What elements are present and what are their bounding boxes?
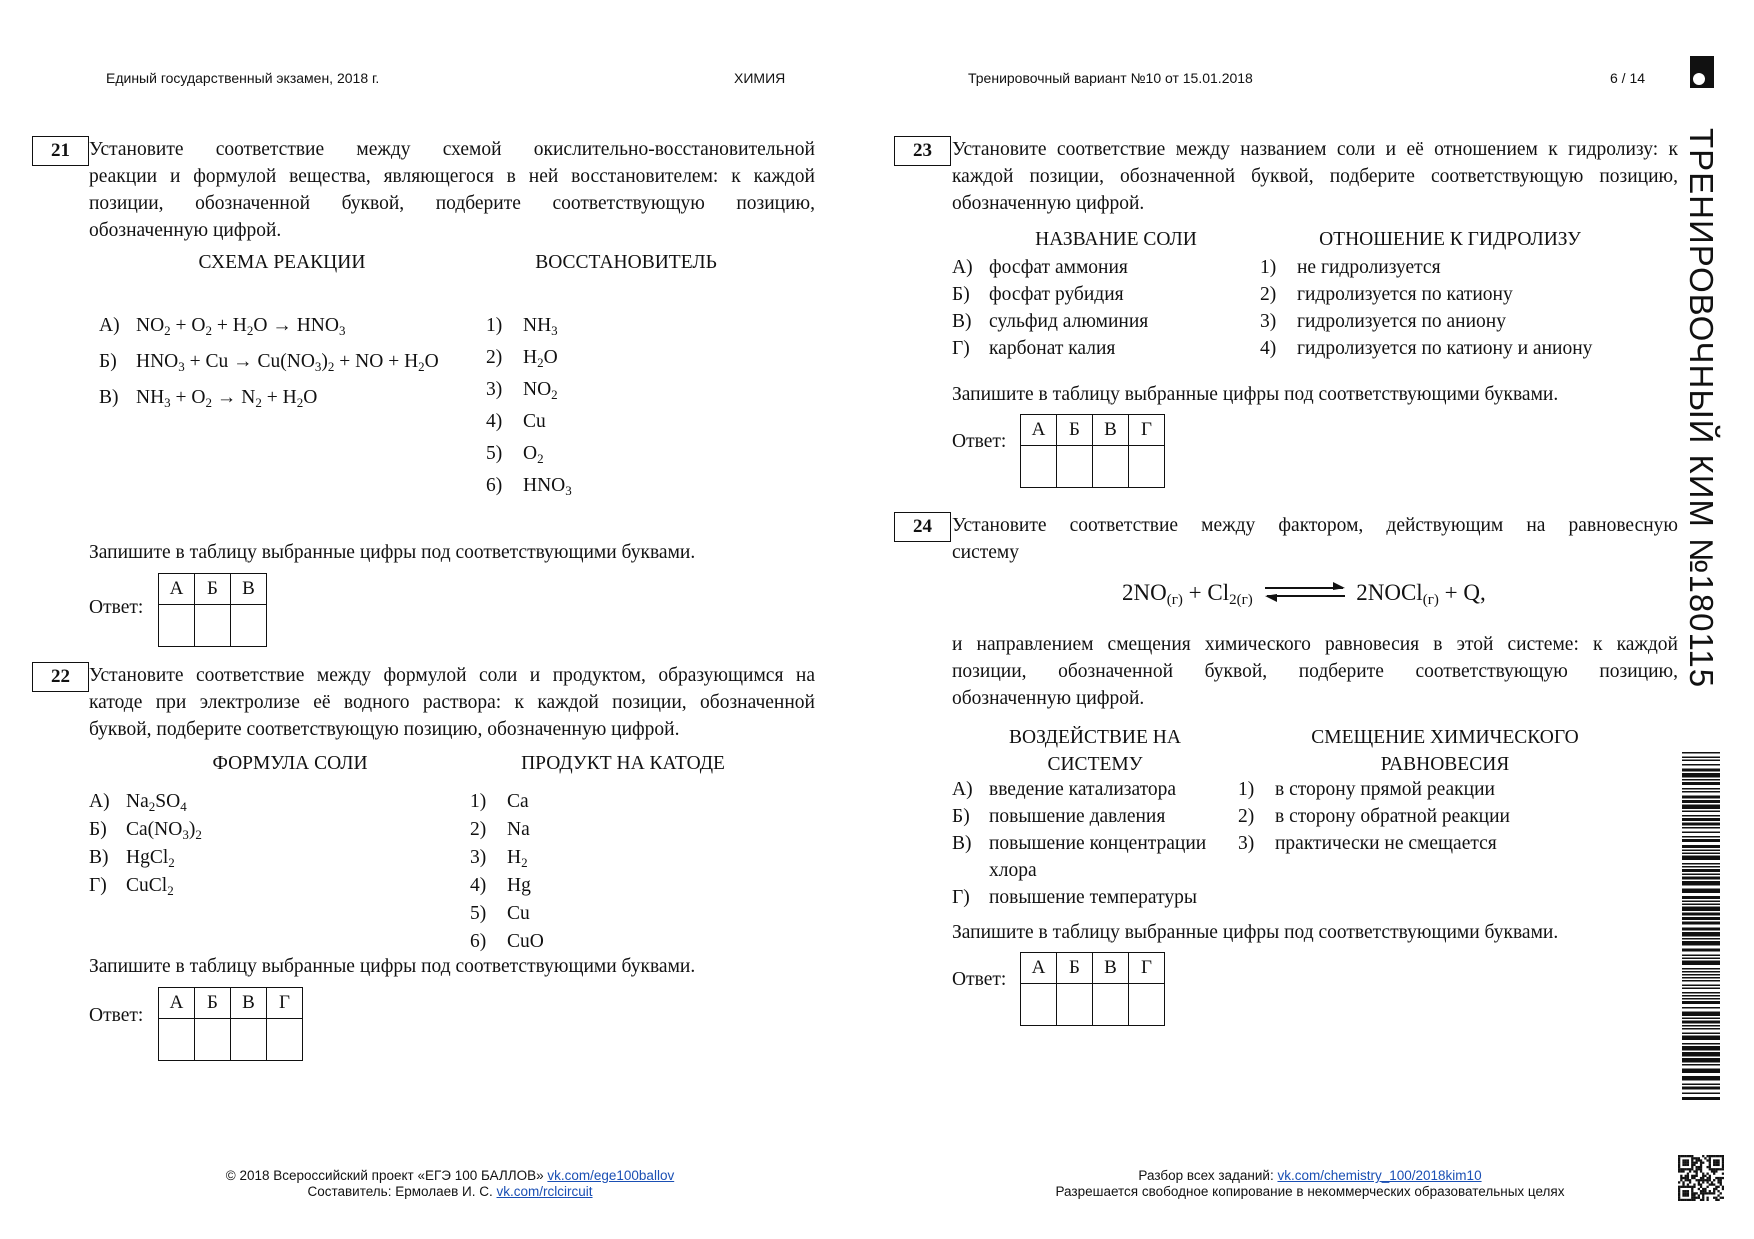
q22-salt-b: Б) $Ca(NO_3)_2$ [89,819,202,842]
q21-line: обозначенную цифрой. [89,220,282,241]
q21-number: 21 [32,136,89,166]
footer-link-author[interactable]: vk.com/rclcircuit [496,1184,593,1199]
equation-left: $2NO_{(г)} + Cl_{2(г)}$ [1122,580,1253,608]
q24-option: 1) в сторону прямой реакции [1238,779,1495,800]
q23-salts [952,254,1148,362]
equation-right: 2NOCl$_{(г)}$ + Q, [1356,580,1486,608]
q21-reaction-c: В) $NH_3 + O_2 \to N_2 + H_2O$ [99,387,318,410]
q21-answer-header: А [159,574,195,605]
q21-option: 6) $HNO_3$ [486,475,572,498]
q22-answer-header: Б [195,988,231,1019]
q24-line: систему [952,542,1020,563]
q23-answer-header: А [1021,415,1057,446]
q22-option: 6) CuO [470,931,544,952]
footer-left [150,1168,750,1200]
q24-shifts [1238,776,1510,857]
q21-line: реакции и формулой вещества, являющегося в ней восстановителем: к каждой [89,166,815,187]
q24-answer-cell[interactable] [1021,984,1057,1026]
footer-left-line2: Составитель: Ермолаев И. С. vk.com/rclcircuit [307,1184,593,1199]
q22-right-header: ПРОДУКТ НА КАТОДЕ [521,753,725,774]
q22-number: 22 [32,662,89,692]
header-page: 6 / 14 [1610,70,1646,86]
footer-right-line1: Разбор всех заданий: vk.com/chemistry_100/2018kim10 [1138,1168,1482,1183]
q24-factor: Г) повышение температуры [952,887,1197,908]
q21-instruction: Запишите в таблицу выбранные цифры под соответствующими буквами. [89,542,696,563]
q21-answer-cell[interactable] [231,605,267,647]
q23-salt: Г) карбонат калия [952,338,1116,359]
footer-left-line1: © 2018 Всероссийский проект «ЕГЭ 100 БАЛЛОВ» vk.com/ege100ballov [225,1168,675,1183]
q22-line: буквой, подберите соответствующую позицию, обозначенную цифрой. [89,719,680,740]
q21-answer-header: Б [195,574,231,605]
q21-reaction-b: Б) $HNO_3 + Cu \to Cu(NO_3)_2$ + NO + $H_2O$ [99,351,439,374]
q24-equation [1122,580,1486,606]
q22-option: 3) $H_2$ [470,847,528,870]
header-exam: Единый государственный экзамен, 2018 г. [106,70,380,86]
q24-factor: А) введение катализатора [952,779,1177,800]
q24-factors [952,776,1206,911]
q24-text2 [952,631,1678,712]
qr-code [1678,1155,1724,1201]
q23-instruction: Запишите в таблицу выбранные цифры под соответствующими буквами. [952,384,1559,405]
q22-option: 5) Cu [470,903,530,924]
q22-option: 2) Na [470,819,530,840]
q21-option: 3) $NO_2$ [486,379,558,402]
q21-right-header: ВОССТАНОВИТЕЛЬ [535,252,717,273]
q23-line: обозначенную цифрой. [952,193,1145,214]
q24-answer-table [1020,952,1165,1026]
footer-right [1000,1168,1620,1200]
q22-instruction: Запишите в таблицу выбранные цифры под соответствующими буквами. [89,956,696,977]
q23-salt: Б) фосфат рубидия [952,284,1124,305]
q24-line: Установите соответствие между фактором, действующим на равновесную [952,515,1678,536]
q23-option: 4) гидролизуется по катиону и аниону [1260,338,1593,359]
q22-salt-c: В) HgCl$_2$ [89,847,175,870]
q23-answer-table [1020,414,1165,488]
q24-text [952,512,1678,566]
equilibrium-arrows-icon [1263,581,1347,603]
q21-option: 2) $H_2O$ [486,347,558,370]
q22-answer-cell[interactable] [231,1019,267,1061]
q24-answer-header: А [1021,953,1057,984]
q22-text [89,662,815,743]
q24-factor: В) повышение концентрации [952,833,1207,854]
q23-answer-header: В [1093,415,1129,446]
q23-number: 23 [894,136,951,166]
barcode [1682,752,1720,1100]
q24-line: позиции, обозначенной буквой, подберите соответствующую позицию, [952,661,1678,682]
q24-answer-cell[interactable] [1093,984,1129,1026]
q21-reactions [99,310,439,414]
q23-option: 1) не гидролизуется [1260,257,1441,278]
q21-answer-header: В [231,574,267,605]
q21-answer-label: Ответ: [89,597,144,618]
q23-answer-cell[interactable] [1057,446,1093,488]
q23-answer-header: Г [1129,415,1165,446]
q23-right-header: ОТНОШЕНИЕ К ГИДРОЛИЗУ [1319,229,1581,250]
q23-answer-label: Ответ: [952,431,1007,452]
q22-salts [89,788,202,899]
q21-answer-cell[interactable] [159,605,195,647]
q24-number: 24 [894,512,951,542]
q22-answer-cell[interactable] [267,1019,303,1061]
q24-line: обозначенную цифрой. [952,688,1145,709]
q21-reaction-a: А) $NO_2 + O_2 + H_2O \to HNO_3$ [99,315,346,338]
q23-salt: А) фосфат аммония [952,257,1128,278]
q22-line: Установите соответствие между формулой соли и продуктом, образующимся на [89,665,815,686]
q22-line: катоде при электролизе её водного раствора: к каждой позиции, обозначенной [89,692,815,713]
footer-link-ege100[interactable]: vk.com/ege100ballov [547,1168,675,1183]
q22-answer-header: Г [267,988,303,1019]
q24-instruction: Запишите в таблицу выбранные цифры под соответствующими буквами. [952,922,1559,943]
side-label: ТРЕНИРОВОЧНЫЙ КИМ №180115 [1683,128,1720,689]
q24-option: 2) в сторону обратной реакции [1238,806,1510,827]
q21-text [89,136,815,244]
q22-left-header: ФОРМУЛА СОЛИ [212,753,368,774]
footer-right-line2: Разрешается свободное копирование в некоммерческих образовательных целях [1055,1184,1565,1199]
q21-option: 4) Cu [486,411,546,432]
q21-reducers [486,310,572,502]
q21-line: Установите соответствие между схемой окислительно-восстановительной [89,139,815,160]
q24-answer-cell[interactable] [1129,984,1165,1026]
q21-line: позиции, обозначенной буквой, подберите соответствующую позицию, [89,193,815,214]
q24-line: и направлением смещения химического равновесия в этой системе: к каждой [952,634,1678,655]
q22-option: 4) Hg [470,875,531,896]
header-subject: ХИМИЯ [734,70,786,86]
q21-answer-table [158,573,267,647]
q21-answer-cell[interactable] [195,605,231,647]
q22-salt-d: Г) CuCl$_2$ [89,875,174,898]
q21-option: 5) $O_2$ [486,443,544,466]
footer-link-solutions[interactable]: vk.com/chemistry_100/2018kim10 [1277,1168,1482,1183]
q23-answer-cell[interactable] [1021,446,1057,488]
q23-line: Установите соответствие между названием соли и её отношением к гидролизу: к [952,139,1678,160]
q22-answer-table [158,987,303,1061]
q24-factor-cont: хлора [989,860,1037,881]
q24-answer-label: Ответ: [952,969,1007,990]
q23-relations [1260,254,1592,362]
q24-left-header: ВОЗДЕЙСТВИЕ НА СИСТЕМУ [1009,727,1181,775]
q22-answer-cell[interactable] [195,1019,231,1061]
q23-text [952,136,1678,217]
q23-left-header: НАЗВАНИЕ СОЛИ [1035,229,1197,250]
q23-answer-cell[interactable] [1093,446,1129,488]
q23-salt: В) сульфид алюминия [952,311,1149,332]
q22-products [470,788,544,955]
q24-answer-header: Б [1057,953,1093,984]
q22-answer-label: Ответ: [89,1005,144,1026]
q24-answer-header: Г [1129,953,1165,984]
q23-option: 2) гидролизуется по катиону [1260,284,1513,305]
q22-salt-a: А) $Na_2SO_4$ [89,791,187,814]
q24-factor: Б) повышение давления [952,806,1166,827]
q22-answer-header: А [159,988,195,1019]
q22-answer-cell[interactable] [159,1019,195,1061]
q23-answer-cell[interactable] [1129,446,1165,488]
q24-right-header: СМЕЩЕНИЕ ХИМИЧЕСКОГО РАВНОВЕСИЯ [1311,727,1579,775]
q23-answer-header: Б [1057,415,1093,446]
corner-mark [1690,56,1714,88]
q23-line: каждой позиции, обозначенной буквой, подберите соответствующую позицию, [952,166,1678,187]
q21-left-header: СХЕМА РЕАКЦИИ [198,252,366,273]
q22-option: 1) Ca [470,791,529,812]
q24-option: 3) практически не смещается [1238,833,1497,854]
q24-answer-header: В [1093,953,1129,984]
q22-answer-header: В [231,988,267,1019]
q21-option: 1) $NH_3$ [486,315,558,338]
header-variant: Тренировочный вариант №10 от 15.01.2018 [968,70,1253,86]
q23-option: 3) гидролизуется по аниону [1260,311,1506,332]
q24-answer-cell[interactable] [1057,984,1093,1026]
